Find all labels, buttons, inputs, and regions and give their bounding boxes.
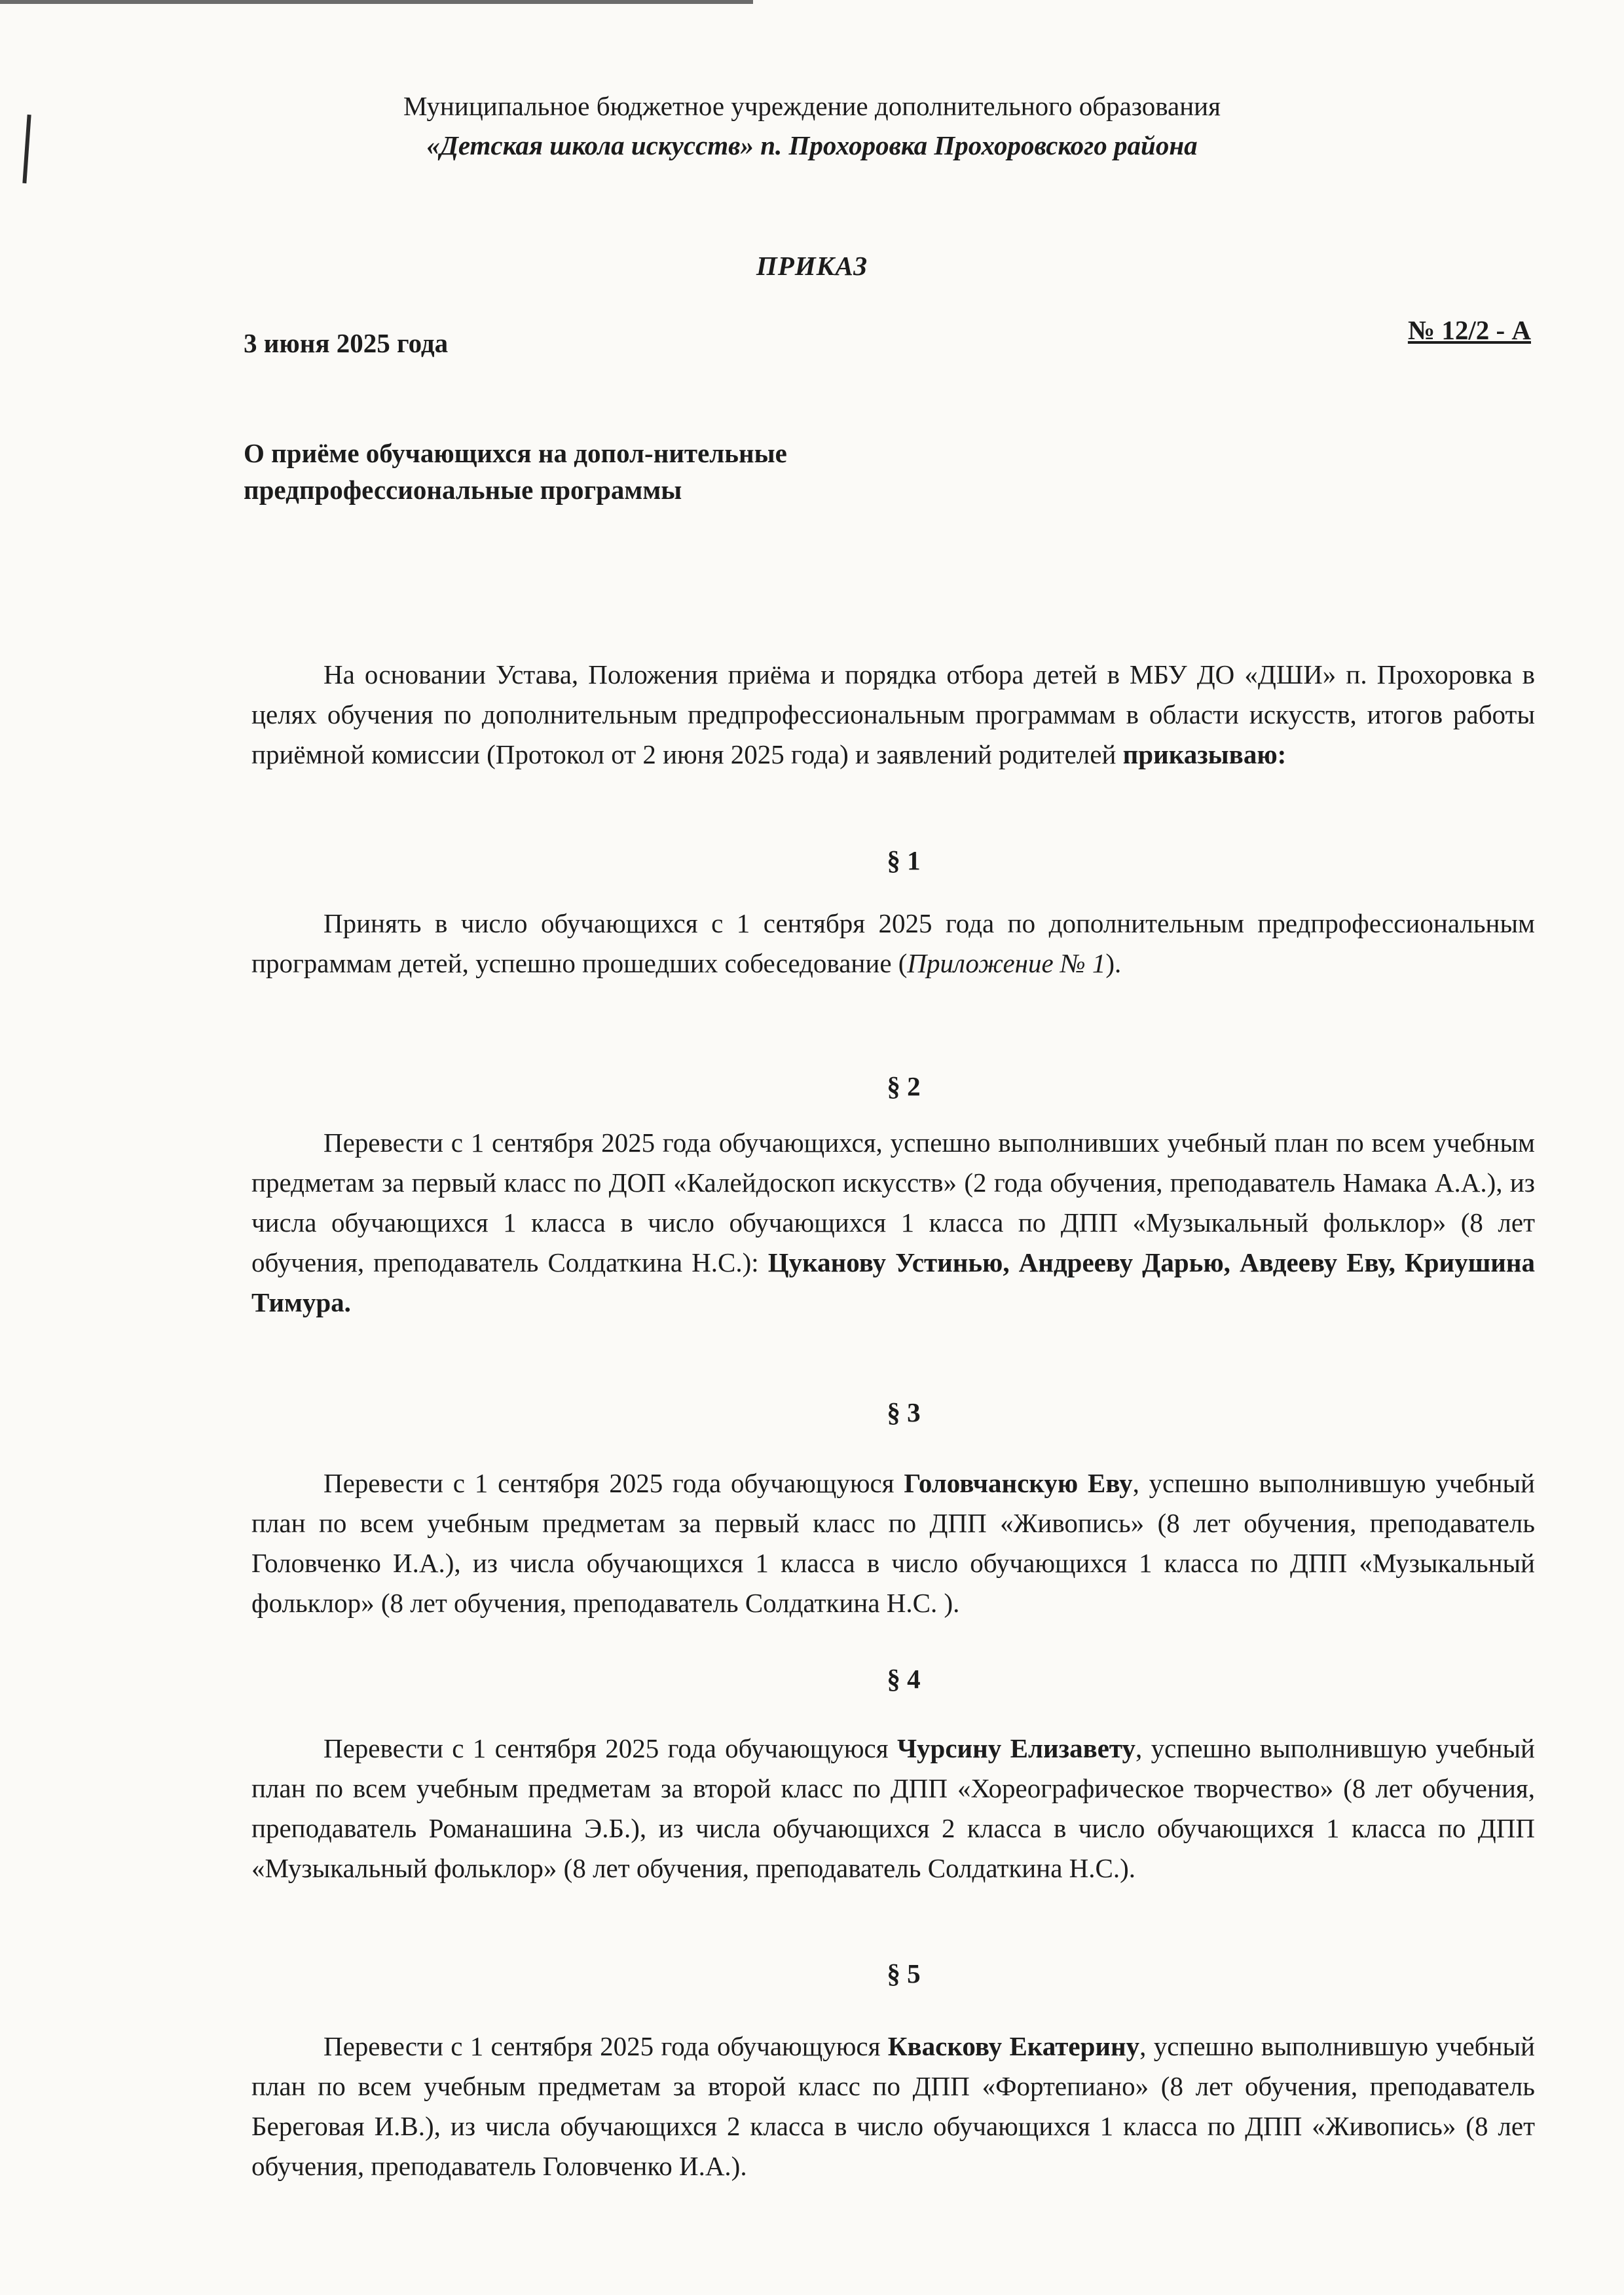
section-2-paragraph — [251, 1123, 1535, 1323]
section-2-mark: § 2 — [887, 1071, 921, 1101]
section-5-text: , успешно выполнившую учебный план по всем учебным предметам за второй класс по ДПП «Фортепиано» (8 лет обучения, преподаватель Береговая И.В.), из числа обучающихся 2 класса в число обучающихся 1 класса по ДПП «Живопись» (8 лет обучения, преподаватель Головченко И.А.). — [251, 2031, 1535, 2181]
section-2-names: Цуканову Устинью, Андрееву Дарью, Авдееву Еву, Криушина Тимура. — [251, 1247, 1536, 1317]
appendix-reference: Приложение № 1 — [907, 948, 1106, 978]
section-3-text: , успешно выполнившую учебный план по всем учебным предметам за первый класс по ДПП «Живопись» (8 лет обучения, преподаватель Головченко И.А.), из числа обучающихся 1 класса в число обучающихся 1 класса по ДПП «Музыкальный фольклор» (8 лет обучения, преподаватель Солдаткина Н.С. ). — [251, 1468, 1535, 1618]
institution-name: Муниципальное бюджетное учреждение дополнительного образования — [403, 91, 1221, 121]
section-1-tail: ). — [1105, 948, 1122, 978]
section-4-paragraph — [251, 1729, 1535, 1888]
scan-top-edge — [0, 0, 753, 4]
order-title: ПРИКАЗ — [756, 251, 868, 281]
decree-word: приказываю: — [1122, 739, 1287, 769]
order-date: 3 июня 2025 года — [244, 328, 449, 358]
section-3-paragraph — [251, 1463, 1535, 1623]
section-1-text: Принять в число обучающихся с 1 сентября 2025 года по дополнительным предпрофессиональным программам детей, успешно прошедших собеседование ( — [251, 908, 1535, 978]
section-4-mark: § 4 — [887, 1664, 921, 1694]
section-5-paragraph — [251, 2027, 1535, 2186]
section-5-lead: Перевести с 1 сентября 2025 года обучающуюся — [323, 2031, 888, 2061]
order-number: № 12/2 - А — [1407, 315, 1531, 345]
section-3-student-name: Головчанскую Еву — [904, 1468, 1133, 1498]
section-1-paragraph — [251, 904, 1535, 983]
preamble-text: На основании Устава, Положения приёма и порядка отбора детей в МБУ ДО «ДШИ» п. Прохоровка в целях обучения по дополнительным предпрофессиональным программам в области искусств, итогов работы приёмной комиссии (Протокол от 2 июня 2025 года) и заявлений родителей — [251, 659, 1535, 769]
preamble-paragraph — [251, 655, 1535, 775]
section-4-lead: Перевести с 1 сентября 2025 года обучающуюся — [323, 1733, 897, 1763]
section-1-mark: § 1 — [887, 845, 921, 875]
section-5-student-name: Кваскову Екатерину — [887, 2031, 1140, 2061]
section-4-text: , успешно выполнившую учебный план по всем учебным предметам за второй класс по ДПП «Хореографическое творчество» (8 лет обучения, преподаватель Романашина Э.Б.), из числа обучающихся 2 класса в число обучающихся 1 класса по ДПП «Музыкальный фольклор» (8 лет обучения, преподаватель Солдаткина Н.С.). — [251, 1733, 1535, 1883]
section-3-mark: § 3 — [887, 1397, 921, 1427]
section-4-student-name: Чурсину Елизавету — [896, 1733, 1136, 1763]
school-name: «Детская школа искусств» п. Прохоровка Прохоровского района — [426, 130, 1198, 160]
order-subject: О приёме обучающихся на допол-нительные предпрофессиональные программы — [244, 438, 787, 505]
section-5-mark: § 5 — [887, 1958, 921, 1989]
section-3-lead: Перевести с 1 сентября 2025 года обучающуюся — [323, 1468, 904, 1498]
section-2-text: Перевести с 1 сентября 2025 года обучающихся, успешно выполнивших учебный план по всем учебным предметам за первый класс по ДОП «Калейдоскоп искусств» (2 года обучения, преподаватель Намака А.А.), из числа обучающихся 1 класса в число обучающихся 1 класса по ДПП «Музыкальный фольклор» (8 лет обучения, преподаватель Солдаткина Н.С.): — [251, 1128, 1535, 1277]
